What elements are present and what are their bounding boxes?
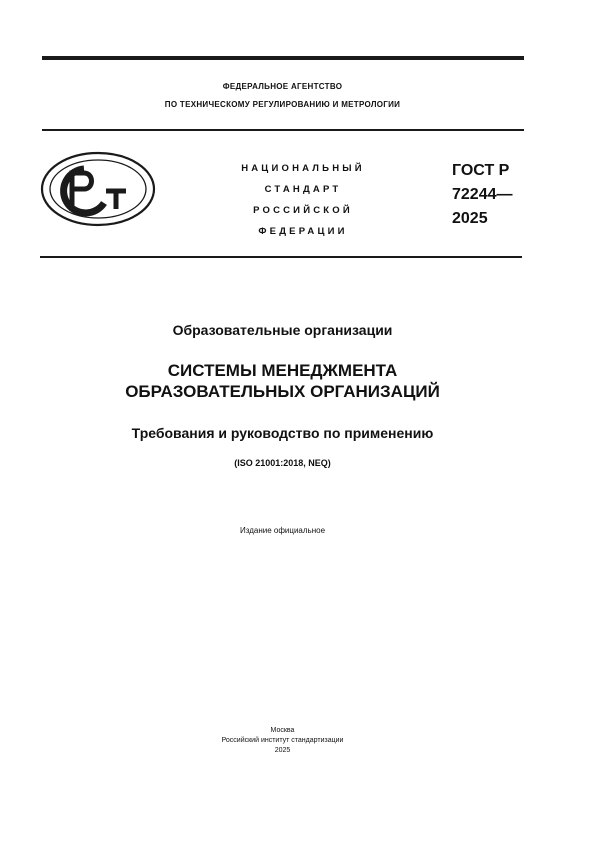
designation-line-1: ГОСТ Р (452, 162, 510, 179)
designation-line-3: 2025 (452, 210, 488, 227)
publisher-block (0, 726, 565, 756)
document-group-title: Образовательные организации (172, 322, 393, 338)
edition-note: Издание официальное (239, 526, 326, 535)
publisher-year: 2025 (274, 747, 291, 754)
national-standard-line-1: НАЦИОНАЛЬНЫЙ (241, 163, 365, 174)
publisher-institute: Российский институт стандартизации (221, 737, 344, 744)
agency-name-line-1: ФЕДЕРАЛЬНОЕ АГЕНТСТВО (222, 82, 343, 91)
document-subtitle: Требования и руководство по применению (131, 425, 434, 441)
designation-rule (40, 256, 522, 258)
publisher-city: Москва (270, 727, 295, 734)
rst-certification-mark-icon (40, 151, 156, 227)
top-rule (42, 56, 524, 60)
designation-line-2: 72244— (452, 186, 513, 203)
document-title-line-1: СИСТЕМЫ МЕНЕДЖМЕНТА (167, 361, 398, 380)
header-rule (42, 129, 524, 131)
national-standard-label (203, 158, 403, 242)
national-standard-line-2: СТАНДАРТ (264, 184, 342, 195)
iso-reference: (ISO 21001:2018, NEQ) (234, 458, 331, 468)
national-standard-line-4: ФЕДЕРАЦИИ (258, 226, 348, 237)
document-title-line-2: ОБРАЗОВАТЕЛЬНЫХ ОРГАНИЗАЦИЙ (125, 382, 440, 401)
national-standard-line-3: РОССИЙСКОЙ (253, 205, 353, 216)
document-title (0, 360, 565, 402)
standard-designation (452, 159, 513, 231)
agency-name-line-2: ПО ТЕХНИЧЕСКОМУ РЕГУЛИРОВАНИЮ И МЕТРОЛОГИИ (164, 100, 401, 109)
